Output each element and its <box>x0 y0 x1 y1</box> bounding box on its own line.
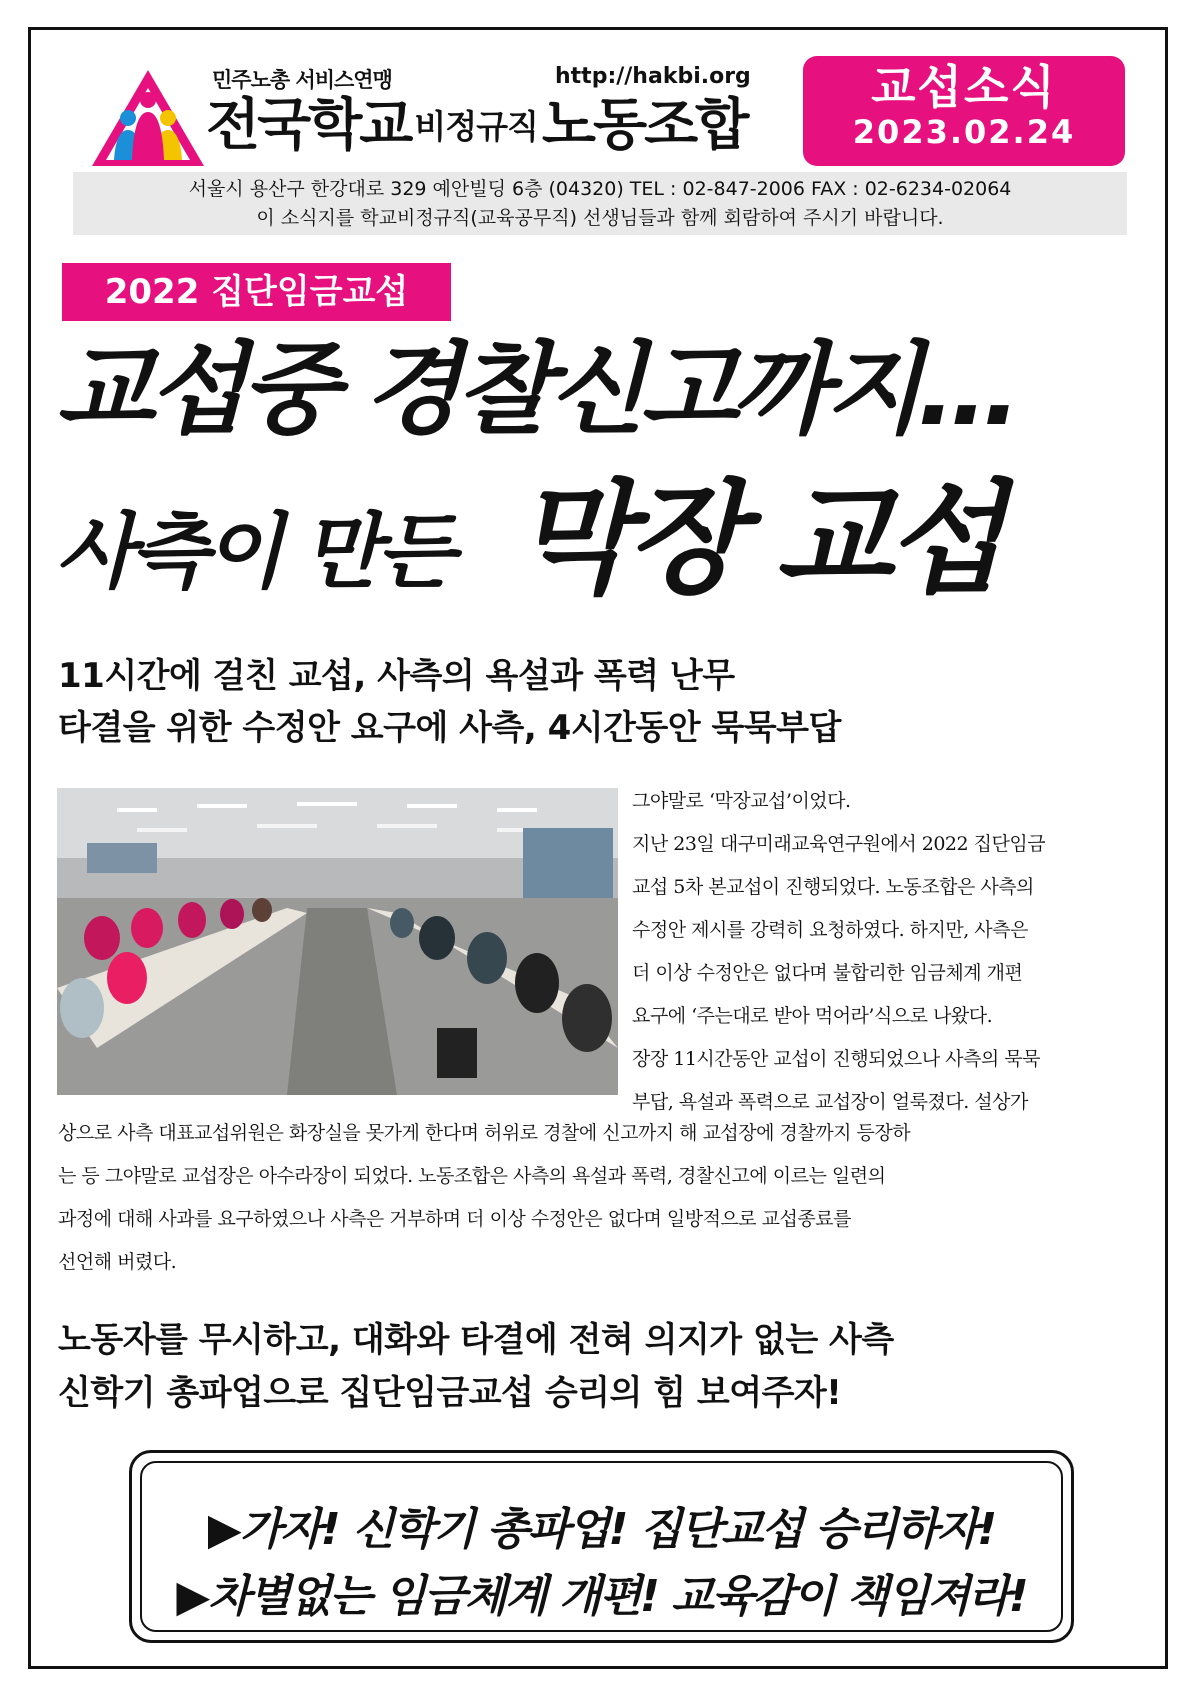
article-body-full <box>58 1112 1143 1284</box>
newsletter-date: 2023.02.24 <box>852 112 1076 151</box>
article-line: 는 등 그야말로 교섭장은 아수라장이 되었다. 노동조합은 사측의 욕설과 폭력, 경찰신고에 이르는 일련의 <box>58 1165 886 1187</box>
article-line: 그야말로 ‘막장교섭’이었다. <box>632 790 851 812</box>
slogan-box <box>129 1450 1074 1643</box>
headline-line1: 교섭중 경찰신고까지... <box>56 331 1015 448</box>
union-name-part3: 노동조합 <box>541 93 747 158</box>
article-line: 교섭 5차 본교섭이 진행되었다. 노동조합은 사측의 <box>632 876 1034 898</box>
section-tag: 2022 집단임금교섭 <box>62 263 451 321</box>
call-to-action-1: 노동자를 무시하고, 대화와 타결에 전혀 의지가 없는 사측 <box>58 1320 894 1360</box>
subheadline-1: 11시간에 걸친 교섭, 사측의 욕설과 폭력 난무 <box>58 656 735 696</box>
article-line: 지난 23일 대구미래교육연구원에서 2022 집단임금 <box>632 833 1046 855</box>
article-line: 과정에 대해 사과를 요구하였으나 사측은 거부하며 더 이상 수정안은 없다며 일방적으로 교섭종료를 <box>58 1208 851 1230</box>
article-line: 수정안 제시를 강력히 요청하였다. 하지만, 사측은 <box>632 919 1028 941</box>
address-line: 서울시 용산구 한강대로 329 예안빌딩 6층 (04320) TEL : 02-847-2006 FAX : 02-6234-02064 <box>188 178 1012 200</box>
federation-name: 민주노총 서비스연맹 <box>212 68 392 92</box>
contact-bar <box>73 172 1127 235</box>
union-name-part1: 전국학교 <box>206 93 411 158</box>
article-line: 부답, 욕설과 폭력으로 교섭장이 얼룩졌다. 설상가 <box>632 1091 1028 1113</box>
subheadline-2: 타결을 위한 수정안 요구에 사측, 4시간동안 묵묵부답 <box>58 708 841 748</box>
article-line: 선언해 버렸다. <box>58 1251 177 1273</box>
union-name-part2: 비정규직 <box>414 107 538 146</box>
article-line: 요구에 ‘주는대로 받아 먹어라’식으로 나왔다. <box>632 1005 993 1027</box>
notice-line: 이 소식지를 학교비정규직(교육공무직) 선생님들과 함께 회람하여 주시기 바랍니다. <box>256 207 944 229</box>
article-line: 장장 11시간동안 교섭이 진행되었으나 사측의 묵묵 <box>632 1048 1040 1070</box>
headline-line2a: 사측이 만든 <box>56 505 451 600</box>
union-name <box>206 93 747 158</box>
slogan-1: ▶가자! 신학기 총파업! 집단교섭 승리하자! <box>207 1504 996 1555</box>
negotiation-photo <box>57 788 618 1095</box>
union-logo <box>92 66 204 170</box>
newsletter-badge <box>803 56 1125 166</box>
newsletter-title: 교섭소식 <box>871 60 1057 114</box>
article-line: 상으로 사측 대표교섭위원은 화장실을 못가게 한다며 허위로 경찰에 신고까지 해 교섭장에 경찰까지 등장하 <box>58 1122 911 1144</box>
article-body-right <box>632 780 1143 1124</box>
call-to-action-2: 신학기 총파업으로 집단임금교섭 승리의 힘 보여주자! <box>58 1373 842 1413</box>
slogan-2: ▶차별없는 임금체계 개편! 교육감이 책임져라! <box>176 1571 1027 1622</box>
article-line: 더 이상 수정안은 없다며 불합리한 임금체계 개편 <box>632 962 1023 984</box>
website-url[interactable]: http://hakbi.org <box>555 64 751 89</box>
headline-line2b: 막장 교섭 <box>515 468 999 610</box>
